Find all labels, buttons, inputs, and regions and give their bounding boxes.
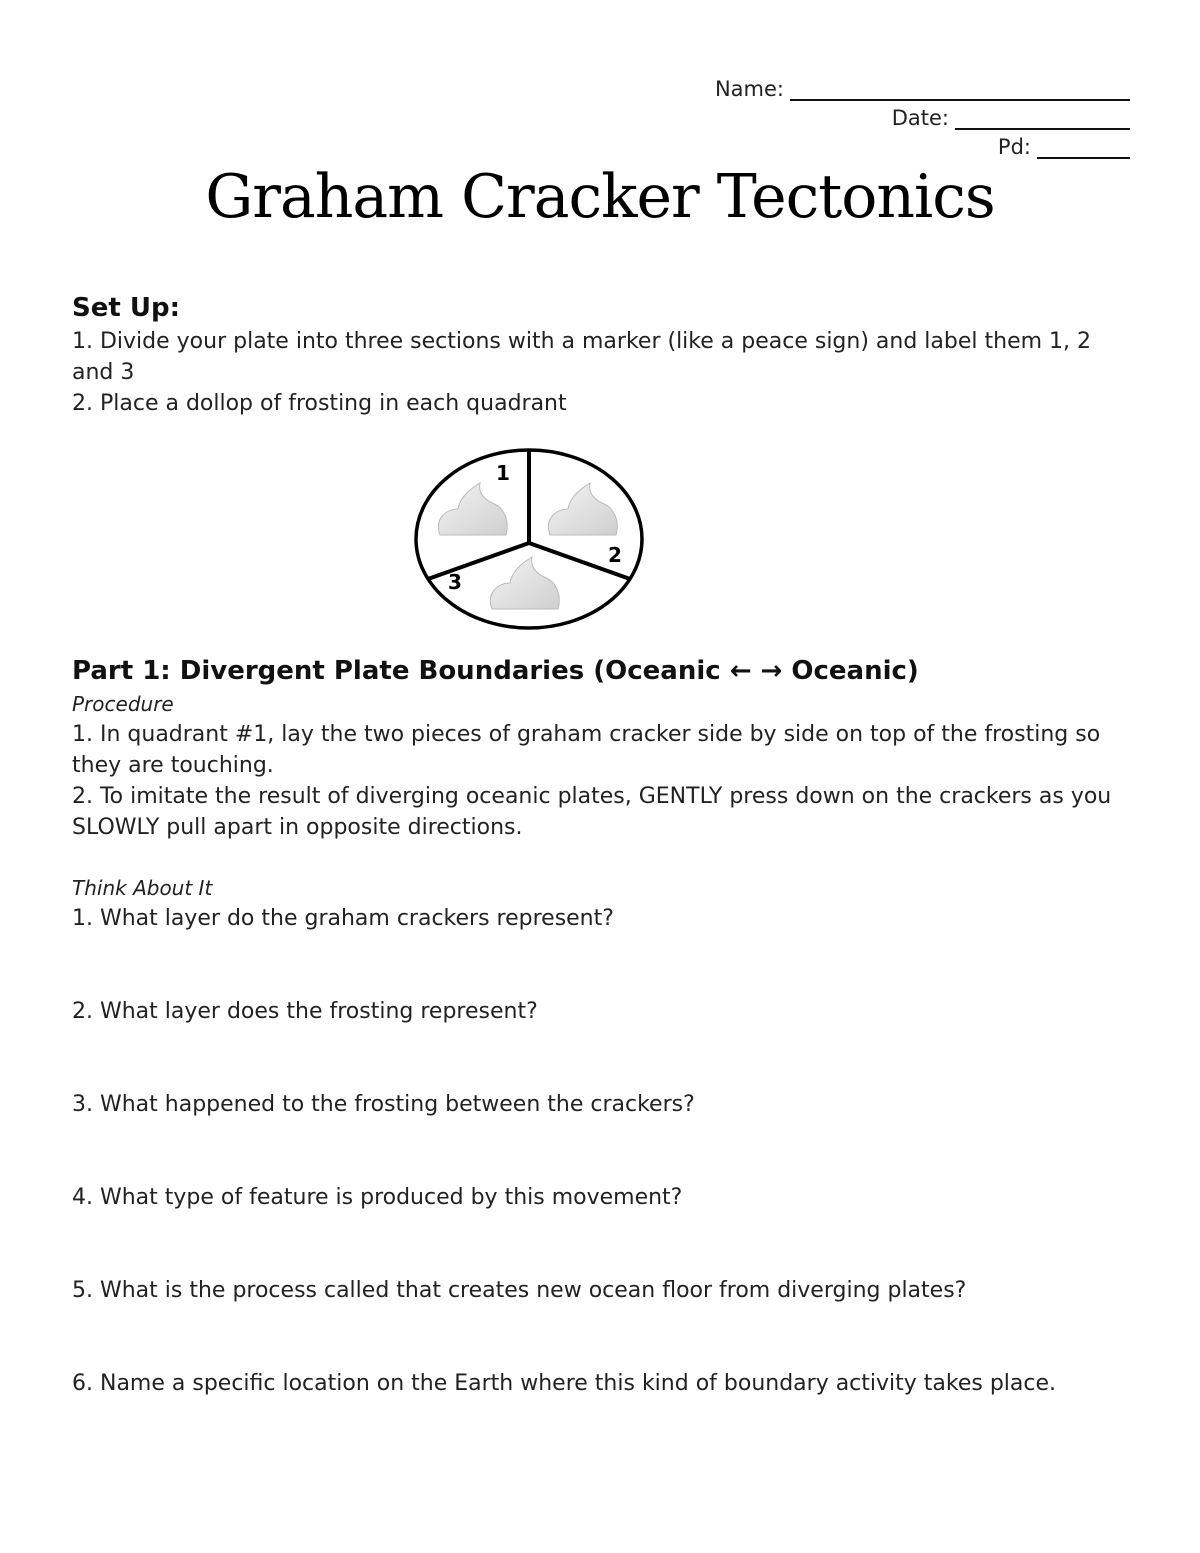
answer-space-4[interactable] (72, 1213, 1132, 1275)
date-label: Date: (891, 106, 949, 130)
question-6: 6. Name a specific location on the Earth where this kind of boundary activity takes place. (72, 1371, 1057, 1396)
name-field-row (570, 72, 1130, 101)
period-blank[interactable] (1037, 135, 1130, 159)
answer-space-3[interactable] (72, 1120, 1132, 1182)
spacer (72, 843, 1132, 873)
plate-diagram (412, 447, 648, 633)
procedure-step-1: 1. In quadrant #1, lay the two pieces of graham cracker side by side on top of the frosting so they are touching. (72, 722, 1101, 778)
answer-space-5[interactable] (72, 1306, 1132, 1368)
answer-space-1[interactable] (72, 934, 1132, 996)
name-label: Name: (714, 77, 784, 101)
think-about-it-label: Think About It (72, 876, 213, 900)
quadrant-label-1: 1 (496, 461, 510, 485)
period-label: Pd: (997, 135, 1031, 159)
student-info-fields (570, 72, 1130, 159)
quadrant-label-2: 2 (608, 543, 622, 567)
question-5: 5. What is the process called that creates new ocean floor from diverging plates? (72, 1278, 967, 1303)
question-2: 2. What layer does the frosting represent? (72, 999, 538, 1024)
quadrant-label-3: 3 (448, 570, 462, 594)
worksheet-body (72, 290, 1132, 1399)
question-3: 3. What happened to the frosting between the crackers? (72, 1092, 695, 1117)
period-field-row (570, 130, 1130, 159)
date-field-row (570, 101, 1130, 130)
name-blank[interactable] (790, 77, 1130, 101)
setup-step-2: 2. Place a dollop of frosting in each quadrant (72, 391, 567, 416)
answer-space-2[interactable] (72, 1027, 1132, 1089)
worksheet-title: Graham Cracker Tectonics (205, 162, 995, 232)
date-blank[interactable] (955, 106, 1130, 130)
part1-heading: Part 1: Divergent Plate Boundaries (Oceanic ← → Oceanic) (72, 656, 919, 686)
procedure-step-2: 2. To imitate the result of diverging oceanic plates, GENTLY press down on the crackers as you SLOWLY pull apart in opposite directions. (72, 784, 1112, 840)
setup-heading: Set Up: (72, 293, 180, 323)
setup-step-1: 1. Divide your plate into three sections with a marker (like a peace sign) and label them 1, 2 and 3 (72, 329, 1092, 385)
procedure-label: Procedure (72, 692, 174, 716)
question-4: 4. What type of feature is produced by this movement? (72, 1185, 683, 1210)
question-1: 1. What layer do the graham crackers represent? (72, 906, 614, 931)
